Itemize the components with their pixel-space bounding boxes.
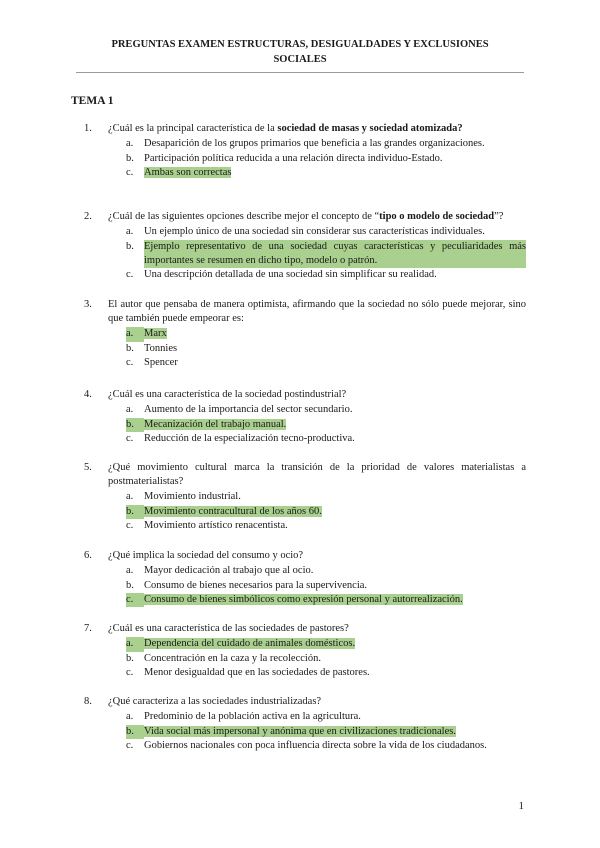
answer-highlight: Ambas son correctas — [144, 167, 232, 179]
question-5 — [84, 461, 526, 534]
option-b[interactable]: b. Tonnies — [126, 342, 178, 354]
option-b-correct[interactable]: b. Vida social más impersonal y anónima que en civilizaciones tradicionales. — [84, 725, 526, 739]
answer-highlight: Ejemplo representativo de una sociedad cuyas características y peculiaridades más importantes se resumen en dicho tipo, modelo o patrón. — [144, 240, 526, 269]
question-text: ¿Qué movimiento cultural marca la transición de la prioridad de valores materialistas a postmaterialistas? — [108, 462, 526, 488]
question-number: 7. — [84, 623, 92, 634]
answer-highlight: Movimiento contracultural de los años 60. — [144, 505, 322, 517]
option-a[interactable]: a. Un ejemplo único de una sociedad sin considerar sus características individuales. — [126, 226, 485, 238]
option-b[interactable]: b. Participación política reducida a una relación directa individuo-Estado. — [126, 152, 443, 164]
answer-highlight: Dependencia del cuidado de animales domésticos. — [144, 638, 356, 650]
title-line-1: PREGUNTAS EXAMEN ESTRUCTURAS, DESIGUALDADES Y EXCLUSIONES — [111, 39, 489, 50]
question-text: ¿Qué caracteriza a las sociedades industrializadas? — [108, 696, 322, 707]
option-a-correct[interactable]: a. Marx — [84, 327, 526, 341]
option-a-correct[interactable]: a. Dependencia del cuidado de animales domésticos. — [84, 637, 526, 651]
option-a[interactable]: a. Aumento de la importancia del sector secundario. — [126, 404, 353, 416]
question-number: 6. — [84, 550, 92, 561]
option-b-correct[interactable]: b. Ejemplo representativo de una sociedad cuyas características y peculiaridades más importantes se resumen en dicho tipo, modelo o patrón. — [84, 240, 526, 269]
question-number: 2. — [84, 211, 92, 222]
question-number: 5. — [84, 462, 92, 473]
question-text: ¿Qué implica la sociedad del consumo y ocio? — [108, 550, 304, 561]
question-6 — [84, 549, 526, 607]
answer-highlight: Mecanización del trabajo manual. — [144, 418, 287, 430]
question-2 — [84, 210, 526, 283]
option-a[interactable]: a. Predominio de la población activa en la agricultura. — [126, 711, 361, 723]
option-a[interactable]: a. Desaparición de los grupos primarios que beneficia a las grandes organizaciones. — [126, 138, 485, 150]
title-line-2: SOCIALES — [273, 54, 327, 65]
question-3 — [84, 298, 526, 371]
option-c[interactable]: c. Movimiento artístico renacentista. — [126, 520, 288, 532]
question-8 — [84, 695, 526, 753]
option-b-correct[interactable]: b. Mecanización del trabajo manual. — [84, 418, 526, 432]
question-text: ¿Cuál es una característica de las sociedades de pastores? — [108, 623, 349, 634]
option-c[interactable]: c. Gobiernos nacionales con poca influencia directa sobre la vida de los ciudadanos. — [126, 740, 487, 752]
option-c-correct[interactable]: c. Ambas son correctas — [126, 167, 232, 179]
answer-highlight: Consumo de bienes simbólicos como expresión personal y autorrealización. — [144, 594, 463, 606]
option-c[interactable]: c. Spencer — [126, 357, 178, 369]
answer-highlight: Vida social más impersonal y anónima que en civilizaciones tradicionales. — [144, 725, 456, 737]
question-text: ¿Cuál de las siguientes opciones describe mejor el concepto de “tipo o modelo de sociedad”? — [108, 211, 504, 222]
option-a[interactable]: a. Mayor dedicación al trabajo que al ocio. — [126, 565, 314, 577]
section-heading: TEMA 1 — [71, 95, 114, 107]
answer-highlight: Marx — [144, 328, 167, 340]
question-text: ¿Cuál es la principal característica de la sociedad de masas y sociedad atomizada? — [108, 123, 463, 134]
option-a[interactable]: a. Movimiento industrial. — [126, 491, 241, 503]
question-number: 1. — [84, 123, 92, 134]
option-b-correct[interactable]: b. Movimiento contracultural de los años 60. — [84, 505, 526, 519]
question-4 — [84, 388, 526, 446]
option-b[interactable]: b. Concentración en la caza y la recolección. — [126, 652, 321, 664]
question-number: 3. — [84, 299, 92, 310]
option-c[interactable]: c. Reducción de la especialización tecno-productiva. — [126, 433, 355, 445]
question-7 — [84, 622, 526, 680]
question-text: ¿Cuál es una característica de la sociedad postindustrial? — [108, 389, 347, 400]
question-1 — [84, 122, 526, 180]
option-c[interactable]: c. Una descripción detallada de una sociedad sin simplificar su realidad. — [126, 269, 437, 281]
question-number: 8. — [84, 696, 92, 707]
document-title — [90, 37, 510, 67]
option-b[interactable]: b. Consumo de bienes necesarios para la supervivencia. — [126, 579, 368, 591]
option-c[interactable]: c. Menor desigualdad que en las sociedades de pastores. — [126, 667, 370, 679]
page-number: 1 — [518, 800, 524, 812]
question-text: El autor que pensaba de manera optimista, afirmando que la sociedad no sólo puede mejorar, sino que también puede empeorar es: — [108, 299, 526, 325]
question-number: 4. — [84, 389, 92, 400]
header-divider — [76, 72, 524, 73]
option-c-correct[interactable]: c. Consumo de bienes simbólicos como expresión personal y autorrealización. — [84, 593, 526, 607]
